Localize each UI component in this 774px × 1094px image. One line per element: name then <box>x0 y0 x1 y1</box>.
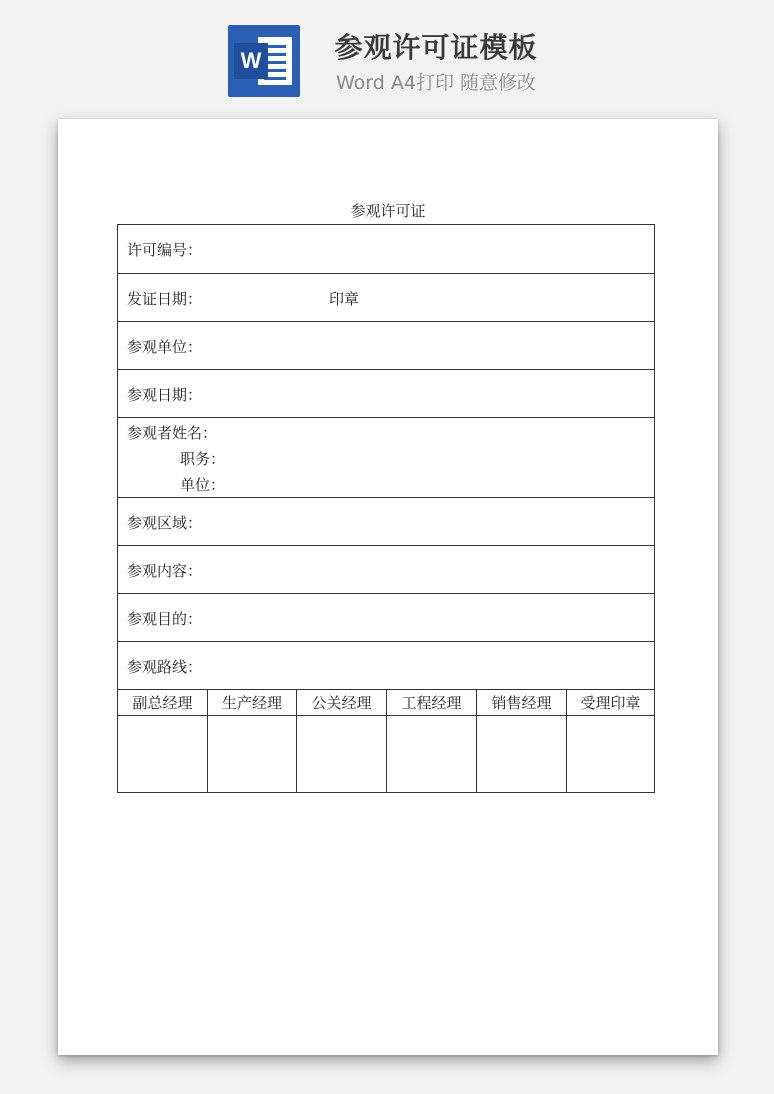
row-label: 参观区域： <box>127 514 203 532</box>
document-page <box>58 119 718 1055</box>
row-label: 发证日期： <box>127 290 203 308</box>
signature-column <box>297 690 387 792</box>
signature-header: 受理印章 <box>567 690 654 716</box>
signature-header: 公关经理 <box>297 690 386 716</box>
permit-form-table <box>117 224 655 793</box>
signature-header: 生产经理 <box>208 690 296 716</box>
page-title: 参观许可证模板 <box>334 31 538 64</box>
signature-header: 工程经理 <box>387 690 476 716</box>
signature-header: 销售经理 <box>477 690 566 716</box>
signature-header: 副总经理 <box>118 690 207 716</box>
page-header <box>0 0 774 110</box>
form-row-visiting-unit <box>118 322 654 370</box>
form-row-visit-route <box>118 642 654 690</box>
sub-label-position: 职务： <box>180 450 226 468</box>
document-title: 参观许可证 <box>350 202 426 220</box>
form-row-visit-area <box>118 498 654 546</box>
form-row-issue-date <box>118 274 654 322</box>
signature-column <box>567 690 654 792</box>
row-label: 参观日期： <box>127 386 203 404</box>
signature-column <box>477 690 567 792</box>
row-label: 参观路线： <box>127 658 203 676</box>
form-row-visit-content <box>118 546 654 594</box>
row-label: 参观者姓名： <box>127 424 218 442</box>
page-subtitle: Word A4打印 随意修改 <box>335 72 536 94</box>
row-label: 参观内容： <box>127 562 203 580</box>
form-row-visit-purpose <box>118 594 654 642</box>
row-label: 参观单位： <box>127 338 203 356</box>
signature-column <box>118 690 208 792</box>
signature-column <box>387 690 477 792</box>
word-document-icon <box>228 25 300 97</box>
row-label: 许可编号： <box>127 241 203 259</box>
stamp-label: 印章 <box>329 290 360 308</box>
signature-column <box>208 690 297 792</box>
signature-block <box>118 690 654 792</box>
row-label: 参观目的： <box>127 610 203 628</box>
sub-label-unit: 单位： <box>180 476 226 494</box>
form-row-permit-number <box>118 225 654 274</box>
word-letter-badge: W <box>234 43 268 79</box>
form-row-visit-date <box>118 370 654 418</box>
form-row-visitor-info <box>118 418 654 498</box>
